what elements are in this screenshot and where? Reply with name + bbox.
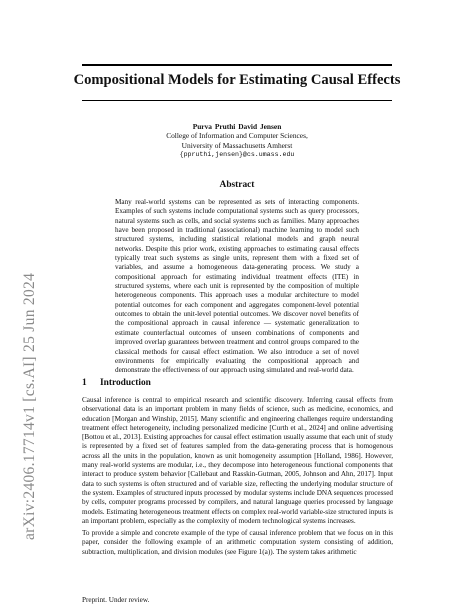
section-number: 1 xyxy=(82,378,87,388)
paper-title: Compositional Models for Estimating Causal Effects xyxy=(73,72,401,88)
abstract-text: Many real-world systems can be represented as sets of interacting components. Examples of such systems include computational systems such as query processors, natural systems such as cells, and social systems such as families. Many approaches have been proposed in traditional (associational) machine learning to model such structured systems, including statistical relational models and graph neural networks. Despite this prior work, existing approaches to estimating causal effects typically treat such systems as single units, represent them with a fixed set of variables, and assume a homogeneous data-generating process. We study a compositional approach for estimating individual treatment effects (ITE) in structured systems, where each unit is represented by the composition of multiple heterogeneous components. This approach uses a modular architecture to model potential outcomes for each component and aggregates component-level potential outcomes to obtain the unit-level potential outcomes. We discover novel benefits of the compositional approach in causal inference — systematic generalization to estimate counterfactual outcomes of unseen combinations of components and improved overlap guarantees between treatment and control groups compared to the classical methods for causal effect estimation. We also introduce a set of novel environments for empirically evaluating the compositional approach and demonstrate the effectiveness of our approach using simulated and real-world data. xyxy=(115,198,359,375)
page-footer: Preprint. Under review. xyxy=(82,596,150,604)
abstract-heading: Abstract xyxy=(219,180,255,190)
affiliation-line-1: College of Information and Computer Sciences, xyxy=(166,131,308,141)
introduction-body xyxy=(82,396,393,557)
section-title: Introduction xyxy=(100,378,151,388)
intro-paragraph-2: To provide a simple and concrete example of the type of causal inference problem that we focus on in this paper, consider the following example of an arithmetic computation system consisting of addition, subtraction, multiplication, and division modules (see Figure 1(a)). The system takes arithmetic xyxy=(82,529,393,556)
title-rule-bottom xyxy=(82,100,392,101)
intro-paragraph-1: Causal inference is central to empirical research and scientific discovery. Inferring causal effects from observational data is an important problem in many fields of science, such as medicine, economics, and education [Morgan and Winship, 2015]. Many scientific and engineering challenges require understanding treatment effect heterogeneity, including personalized medicine [Curth et al., 2024] and online advertising [Bottou et al., 2013]. Existing approaches for causal effect estimation usually assume that each unit of study is represented by a fixed set of features sampled from the data-generating process that is homogenous across all the units in the population, known as unit homogeneity assumption [Holland, 1986]. However, many real-world systems are modular, i.e., they decompose into heterogeneous functional components that interact to produce system behavior [Callebaut and Rasskin-Gutman, 2005, Johnson and Ahn, 2017]. Input data to such systems is often structured and of variable size, reflecting the underlying modular structure of the system. Examples of structured inputs processed by modular systems include DNA sequences processed by cells, computer programs processed by compilers, and natural language queries processed by language models. Estimating heterogeneous treatment effects on complex real-world variable-size structured inputs is an important problem, especially as the complexity of modern technological systems increases. xyxy=(82,396,393,525)
title-rule-top xyxy=(82,64,392,66)
abstract-body xyxy=(115,198,359,376)
section-heading-introduction xyxy=(82,378,151,388)
author-email: {ppruthi,jensen}@cs.umass.edu xyxy=(179,151,295,159)
affiliation-line-2: University of Massachusetts Amherst xyxy=(181,140,293,150)
author-block xyxy=(100,122,374,160)
arxiv-identifier: arXiv:2406.17714v1 [cs.AI] 25 Jun 2024 xyxy=(21,272,38,540)
arxiv-sidebar xyxy=(8,145,38,540)
author-names: Purva Pruthi David Jensen xyxy=(192,122,282,131)
